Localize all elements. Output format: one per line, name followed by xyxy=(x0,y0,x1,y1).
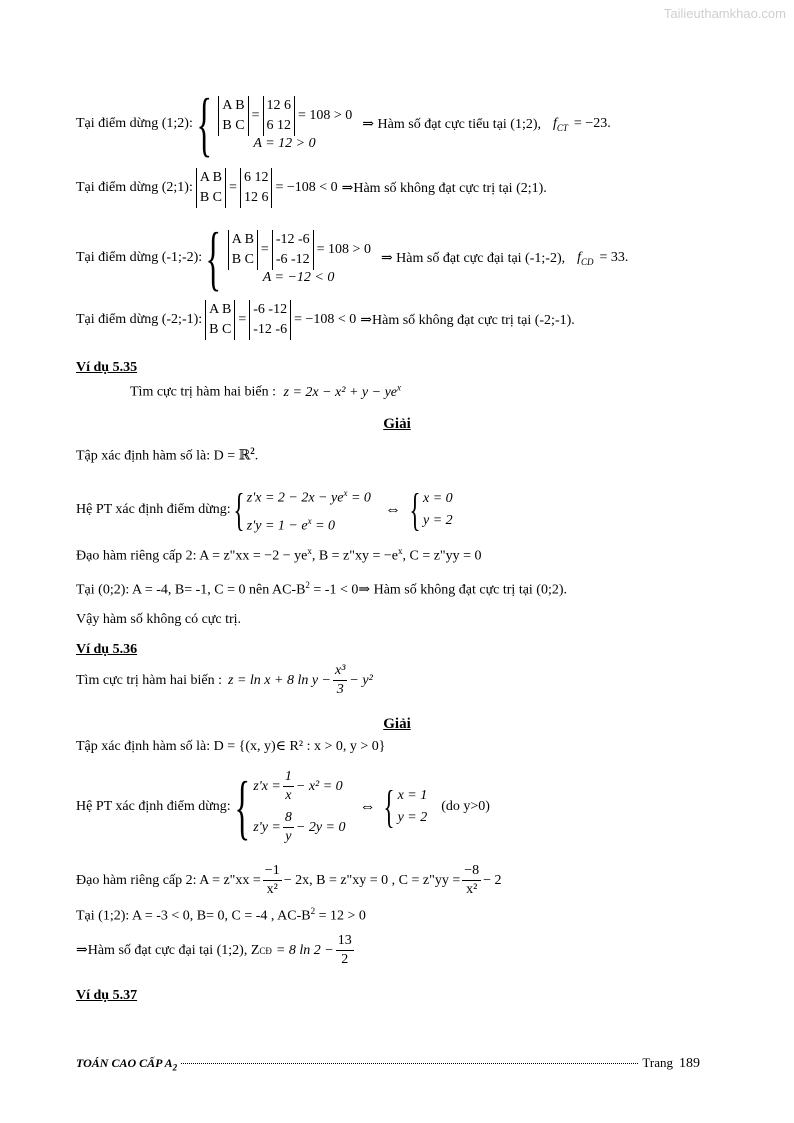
ex535-evaluation: Tại (0;2): A = -4, B= -1, C = 0 nên $AC-B^2 = -1$ < 0⇒ Hàm số không đạt cực trị tại (0;2). xyxy=(76,580,568,598)
ex536-evaluation: Tại (1;2): A = -3 < 0, B= 0, C = -4 , $AC-B^2 = 12 > 0$ xyxy=(76,906,366,924)
ex535-system: Hệ PT xác định điểm dừng: { $z'x = 2 - 2x - ye^x = 0$ $z'y = 1 - e^x = 0$ ⇔ { x = 0 y = 2 xyxy=(76,483,453,535)
example-5-36-title: Ví dụ 5.36 xyxy=(76,642,138,657)
ex536-solution-heading: Giải xyxy=(383,716,411,732)
point-m1-m2: Tại điểm dừng (-1;-2): { A B B C = -12 -6 -6 -12 = 108 > 0 A = −12 < 0 ⇒ Hàm số đạt cực đại tại (-1;-2), $f_{CD}$ = 33. xyxy=(76,218,629,298)
example-5-37-title: Ví dụ 5.37 xyxy=(76,988,138,1003)
p2-det-left: A B B C xyxy=(196,168,226,208)
brace: { xyxy=(409,483,421,535)
ex536-task: Tìm cực trị hàm hai biến : z = ln x + 8 ln y − $\frac{\text{x³}}{3}$ − y² xyxy=(76,663,373,697)
point-m2-m1: Tại điểm dừng (-2;-1): A B B C = -6 -12 -12 -6 = −108 < 0 ⇒Hàm số không đạt cực trị tại (-2;-1). xyxy=(76,300,575,340)
ex536-second-derivatives: Đạo hàm riêng cấp 2: A = z"xx = $\frac{-1}{\text{x²}}$ − 2x , B = z"xy = 0 , C = z"yy = $\frac{-8}{\text{x²}}$ − 2 xyxy=(76,863,502,897)
brace: { xyxy=(234,767,250,847)
example-5-35-title: Ví dụ 5.35 xyxy=(76,360,138,375)
p1-label: Tại điểm dừng (1;2): xyxy=(76,116,193,131)
brace: { xyxy=(384,781,396,832)
brace: { xyxy=(205,218,222,298)
brace: { xyxy=(196,84,212,164)
p2-det-right: 6 12 12 6 xyxy=(240,168,273,208)
p4-det-right: -6 -12 -12 -6 xyxy=(249,300,291,340)
footer-title: TOÁN CAO CẤP $A_2$ xyxy=(76,1056,178,1073)
ex535-domain: Tập xác định hàm số là: D = ℝ$^2$. xyxy=(76,446,259,464)
page-label: Trang xyxy=(642,1055,673,1070)
point-1-2: Tại điểm dừng (1;2): { A B B C = 12 6 6 12 = 108 > 0 A = 12 > 0 ⇒ Hàm số đạt cực tiểu tại (1;2), $f_{CT}$ = −23. xyxy=(76,84,611,164)
ex535-task: Tìm cực trị hàm hai biến : $z = 2x - x^2 + y - ye^x$ xyxy=(130,382,402,400)
p1-f: $f_{CT}$ xyxy=(553,115,568,133)
p1-system: A B B C = 12 6 6 12 = 108 > 0 A = 12 > 0 xyxy=(215,96,352,152)
ex535-solution-heading: Giải xyxy=(383,416,411,432)
p1-a: A = 12 > 0 xyxy=(253,136,316,151)
p3-det-left: A B B C xyxy=(228,230,258,270)
p1-det-left: A B B C xyxy=(218,96,248,136)
ex536-system: Hệ PT xác định điểm dừng: { z'x = $\frac{1}{x}$ − x² = 0 z'y = $\frac{8}{y}$ − 2y = 0 ⇔ { x = 1 y = 2 (do y>0) xyxy=(76,767,490,847)
ex535-second-derivatives: Đạo hàm riêng cấp 2: A = z"xx = $-2 - ye^x$, B = z"xy = $-e^x$, C = z"yy = 0 xyxy=(76,546,482,564)
p1-result: ⇒ Hàm số đạt cực tiểu tại (1;2), xyxy=(362,116,542,132)
brace: { xyxy=(233,483,245,535)
ex535-conclusion: Vậy hàm số không có cực trị. xyxy=(76,612,242,627)
footer-dots xyxy=(181,1063,638,1064)
ex536-conclusion: ⇒Hàm số đạt cực đại tại (1;2), Z CĐ = 8 ln 2 − $\frac{13}{2}$ xyxy=(76,933,352,967)
p4-det-left: A B B C xyxy=(205,300,235,340)
page-footer xyxy=(76,1055,700,1072)
p1-det-right: 12 6 6 12 xyxy=(263,96,296,136)
watermark: Tailieuthamkhao.com xyxy=(663,6,786,21)
point-2-1: Tại điểm dừng (2;1): A B B C = 6 12 12 6 = −108 < 0 ⇒Hàm số không đạt cực trị tại (2;1). xyxy=(76,168,547,208)
page-number: 189 xyxy=(679,1056,700,1071)
p3-det-right: -12 -6 -6 -12 xyxy=(272,230,314,270)
ex536-domain: Tập xác định hàm số là: D = {(x, y)∈ R² : x > 0, y > 0} xyxy=(76,739,386,754)
